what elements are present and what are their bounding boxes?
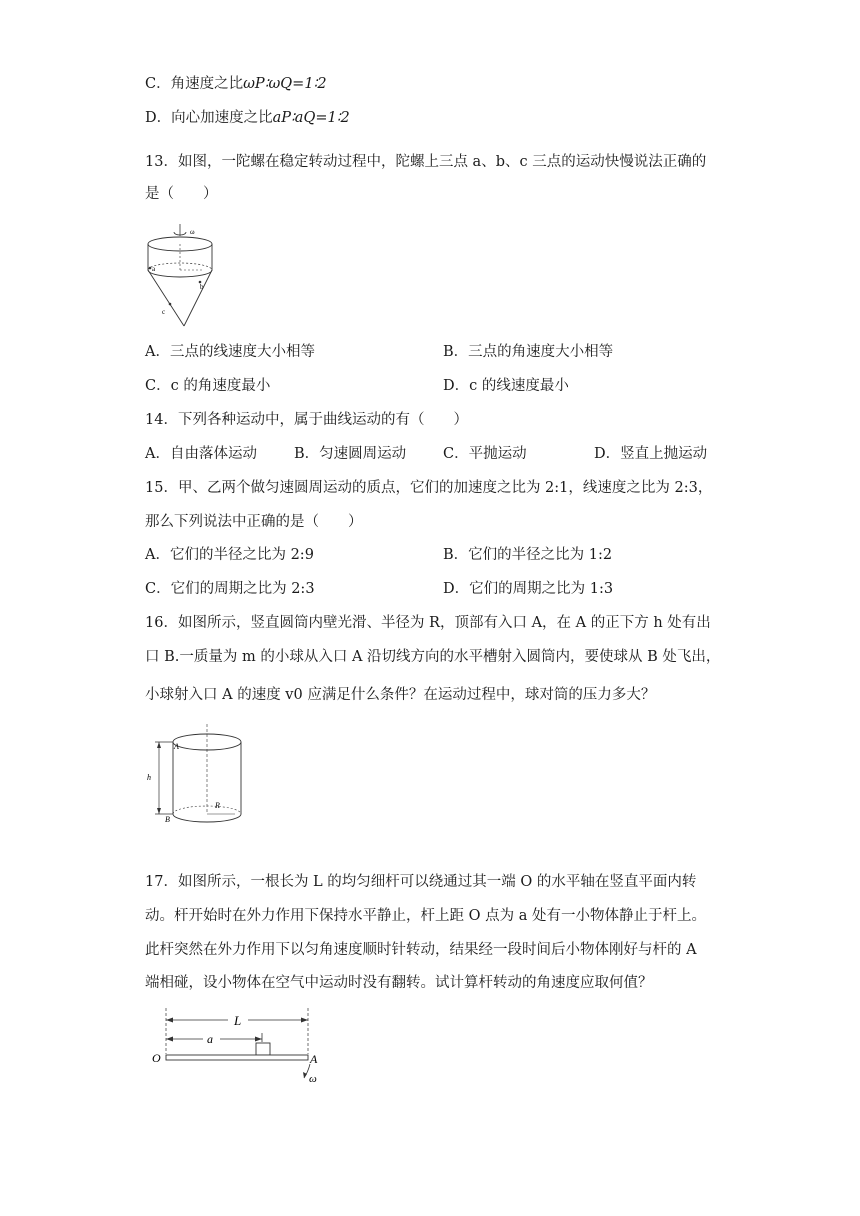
q12-option-c xyxy=(145,74,327,94)
q12-option-c-text: C．角速度之比 xyxy=(145,76,244,92)
q13-stem-line1: 13．如图，一陀螺在稳定转动过程中，陀螺上三点 a、b、c 三点的运动快慢说法正确的 xyxy=(145,154,707,170)
q17-length-label: L xyxy=(234,1013,242,1028)
q13-option-a: A．三点的线速度大小相等 xyxy=(145,344,315,360)
q14-option-c: C．平抛运动 xyxy=(443,446,527,462)
q16-radius-label: R xyxy=(215,801,220,810)
q17-stem-line2: 动。杆开始时在外力作用下保持水平静止，杆上距 O 点为 a 处有一小物体静止于杆上。 xyxy=(145,908,706,924)
q17-distance-label: a xyxy=(207,1032,213,1046)
q16-point-b-label: B xyxy=(165,815,170,824)
q12-option-c-math: ωP∶ωQ=1∶2 xyxy=(243,76,327,92)
q16-cylinder-figure xyxy=(145,722,255,826)
q13-point-b-label: b xyxy=(200,283,204,291)
q17-point-o-label: O xyxy=(152,1051,161,1065)
q15-option-c: C．它们的周期之比为 2:3 xyxy=(145,581,315,597)
q17-stem-line3: 此杆突然在外力作用下以匀角速度顺时针转动，结果经一段时间后小物体刚好与杆的 A xyxy=(145,942,697,958)
q17-rod-figure xyxy=(148,1006,338,1088)
q12-option-d xyxy=(145,108,350,128)
q17-stem-line4: 端相碰，设小物体在空气中运动时没有翻转。试计算杆转动的角速度应取何值？ xyxy=(145,975,653,991)
q12-option-d-math: aP∶aQ=1∶2 xyxy=(272,110,350,126)
q13-point-c-label: c xyxy=(162,308,166,316)
q13-top-figure xyxy=(140,222,230,332)
q17-omega-label: ω xyxy=(309,1073,317,1085)
q16-stem-line1: 16．如图所示，竖直圆筒内壁光滑、半径为 R，顶部有入口 A，在 A 的正下方 h 处有出 xyxy=(145,615,711,631)
q17-stem-line1: 17．如图所示，一根长为 L 的均匀细杆可以绕通过其一端 O 的水平轴在竖直平面内转 xyxy=(145,874,697,890)
q15-option-a: A．它们的半径之比为 2:9 xyxy=(145,547,314,563)
q13-option-b: B．三点的角速度大小相等 xyxy=(443,344,614,360)
q15-option-b: B．它们的半径之比为 1:2 xyxy=(443,547,613,563)
q16-stem-line2: 口 B.一质量为 m 的小球从入口 A 沿切线方向的水平槽射入圆筒内，要使球从 B 处飞出， xyxy=(145,649,721,665)
q13-omega-label: ω xyxy=(190,228,195,236)
q16-stem-line3: 小球射入口 A 的速度 v0 应满足什么条件？在运动过程中，球对筒的压力多大？ xyxy=(145,687,656,703)
q14-stem: 14．下列各种运动中，属于曲线运动的有（ ） xyxy=(145,412,468,428)
q13-option-d: D．c 的线速度最小 xyxy=(443,378,569,394)
q12-option-d-text: D．向心加速度之比 xyxy=(145,110,273,126)
q14-option-b: B．匀速圆周运动 xyxy=(294,446,407,462)
q15-stem-line2: 那么下列说法中正确的是（ ） xyxy=(145,514,363,530)
q15-stem-line1: 15．甲、乙两个做匀速圆周运动的质点，它们的加速度之比为 2:1，线速度之比为 2:3， xyxy=(145,480,713,496)
q14-option-d: D．竖直上抛运动 xyxy=(594,446,708,462)
q13-option-c: C．c 的角速度最小 xyxy=(145,378,271,394)
q16-height-label: h xyxy=(147,773,151,782)
q14-option-a: A．自由落体运动 xyxy=(145,446,257,462)
q13-point-a-label: a xyxy=(152,265,156,273)
q13-stem-line2: 是（ ） xyxy=(145,186,218,202)
q16-point-a-label: A xyxy=(174,742,179,751)
q17-point-a-label: A xyxy=(310,1052,318,1066)
q15-option-d: D．它们的周期之比为 1:3 xyxy=(443,581,614,597)
